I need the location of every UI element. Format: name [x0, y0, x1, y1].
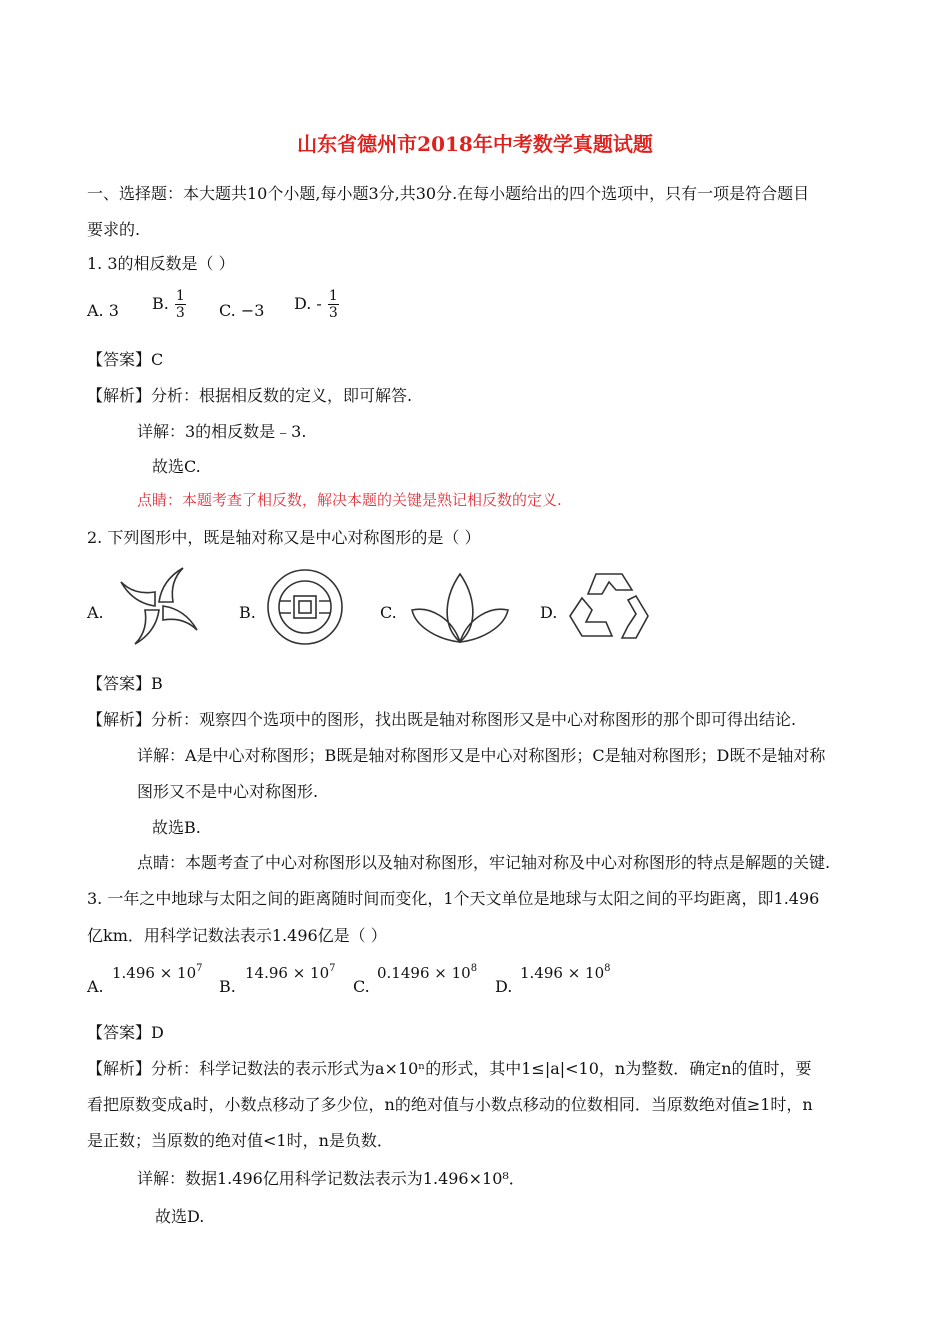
q2-note: 点睛：本题考查了中心对称图形以及轴对称图形，牢记轴对称及中心对称图形的特点是解题的关键.: [137, 853, 831, 872]
q2-choose: 故选B.: [152, 818, 201, 837]
recycle-figure: [566, 570, 652, 642]
lotus-figure: [410, 572, 510, 644]
q3-analysis-line2: 看把原数变成a时，小数点移动了多少位，n的绝对值与小数点移动的位数相同．当原数绝对值≥1时，n: [87, 1095, 813, 1114]
q1-stem: 1. 3的相反数是（ ）: [87, 254, 235, 273]
page-title: 山东省德州市2018年中考数学真题试题: [297, 132, 653, 156]
q2-answer: 【答案】B: [87, 674, 163, 693]
q2-detail-line2: 图形又不是中心对称图形.: [137, 782, 319, 801]
q3-analysis-line1: 【解析】分析：科学记数法的表示形式为a×10ⁿ的形式，其中1≤|a|<10，n为整数．确定n的值时，要: [87, 1059, 812, 1078]
coin-figure: [265, 567, 345, 647]
q2-analysis: 【解析】分析：观察四个选项中的图形，找出既是轴对称图形又是中心对称图形的那个即可得出结论.: [87, 710, 797, 729]
q3-stem-line1: 3. 一年之中地球与太阳之间的距离随时间而变化，1个天文单位是地球与太阳之间的平均距离，即1.496: [87, 889, 820, 908]
q1-detail: 详解：3的相反数是﹣3.: [137, 422, 307, 441]
section-instructions-line1: 一、选择题：本大题共10个小题,每小题3分,共30分.在每小题给出的四个选项中，只有一项是符合题目: [87, 184, 810, 203]
q3-option-c-label: C.: [353, 977, 370, 996]
q1-choose: 故选C.: [152, 457, 201, 476]
q2-stem: 2. 下列图形中，既是轴对称又是中心对称图形的是（ ）: [87, 528, 481, 547]
q3-option-d-label: D.: [495, 977, 513, 996]
q1-analysis: 【解析】分析：根据相反数的定义，即可解答.: [87, 386, 413, 405]
q1-option-c: C. −3: [219, 301, 265, 320]
q3-option-b: $14.96 \times 10^7$: [245, 963, 336, 982]
q2-detail-line1: 详解：A是中心对称图形；B既是轴对称图形又是中心对称图形；C是轴对称图形；D既不是轴对称: [137, 746, 826, 765]
q3-choose: 故选D.: [155, 1207, 205, 1226]
q3-option-c: $0.1496 \times 10^8$: [377, 963, 478, 982]
q1-option-b: B. $\frac{1}{3}$: [152, 288, 185, 321]
q3-option-a: $1.496 \times 10^7$: [112, 963, 203, 982]
q2-option-b: B.: [239, 603, 256, 622]
q3-option-a-label: A.: [87, 977, 104, 996]
q3-answer: 【答案】D: [87, 1023, 164, 1042]
q2-option-d: D.: [540, 603, 558, 622]
q1-note: 点睛：本题考查了相反数，解决本题的关键是熟记相反数的定义.: [137, 491, 562, 509]
q3-analysis-line3: 是正数；当原数的绝对值<1时，n是负数．: [87, 1131, 393, 1150]
q1-answer: 【答案】C: [87, 350, 164, 369]
q3-stem-line2: 亿km．用科学记数法表示1.496亿是（ ）: [87, 926, 387, 945]
q3-option-b-label: B.: [219, 977, 236, 996]
q3-detail: 详解：数据1.496亿用科学记数法表示为1.496×10⁸．: [137, 1169, 525, 1188]
q2-option-c: C.: [380, 603, 397, 622]
q2-option-a: A.: [87, 603, 104, 622]
q3-option-d: $1.496 \times 10^8$: [520, 963, 611, 982]
section-instructions-line2: 要求的.: [87, 220, 141, 239]
pinwheel-figure: [116, 563, 202, 649]
q1-option-a: A. 3: [87, 301, 119, 320]
q1-option-d: D. - $\frac{1}{3}$: [294, 288, 338, 321]
